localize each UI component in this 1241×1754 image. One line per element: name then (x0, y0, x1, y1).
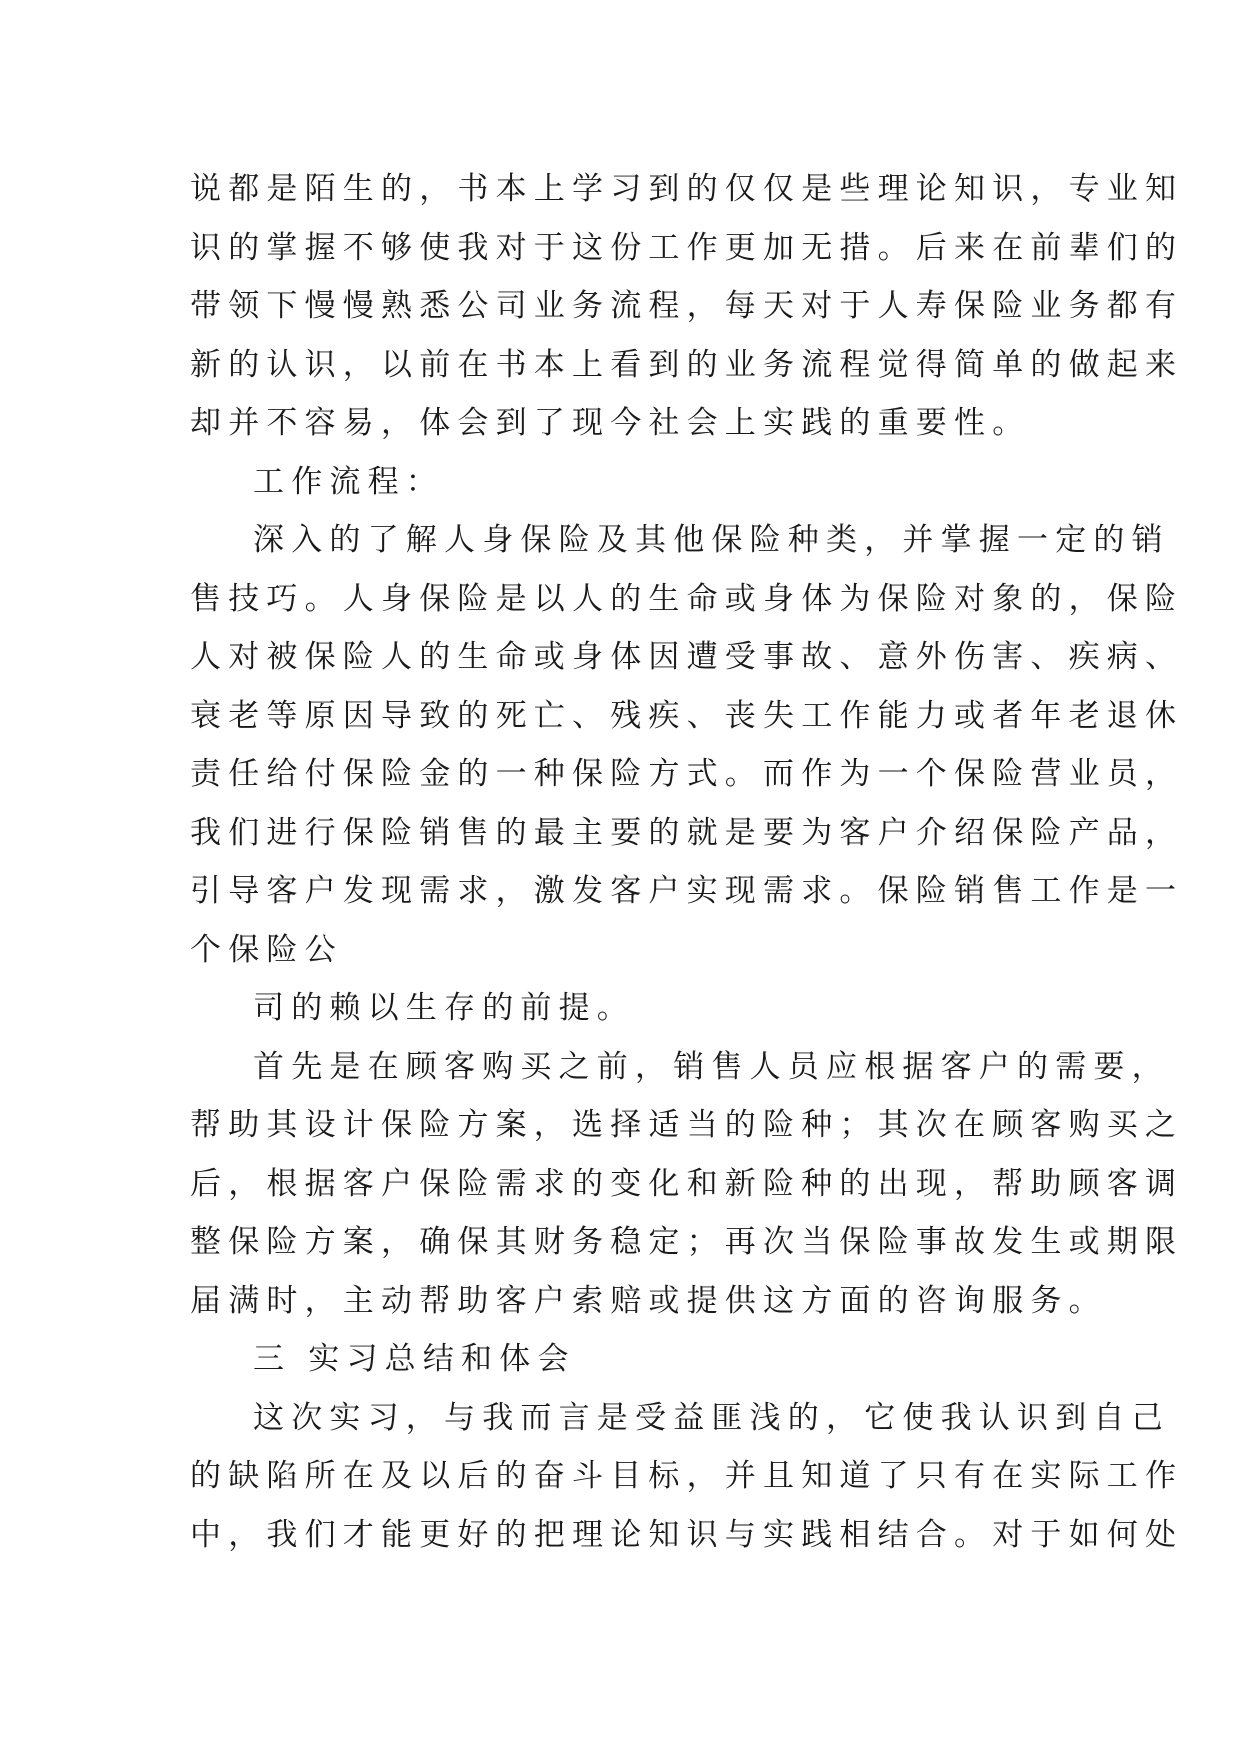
section-heading: 工作流程： (253, 463, 444, 500)
text-line: 新的认识，以前在书本上看到的业务流程觉得简单的做起来 (190, 346, 1184, 383)
text-line: 这次实习，与我而言是受益匪浅的，它使我认识到自己 (253, 1399, 1170, 1436)
text-line: 后，根据客户保险需求的变化和新险种的出现，帮助顾客调 (190, 1165, 1184, 1202)
text-line: 识的掌握不够使我对于这份工作更加无措。后来在前辈们的 (190, 229, 1184, 266)
text-line: 带领下慢慢熟悉公司业务流程，每天对于人寿保险业务都有 (190, 288, 1184, 324)
text-line: 深入的了解人身保险及其他保险种类，并掌握一定的销 (253, 522, 1170, 558)
text-line: 引导客户发现需求，激发客户实现需求。保险销售工作是一 (190, 873, 1184, 909)
text-line: 责任给付保险金的一种保险方式。而作为一个保险营业员， (190, 756, 1184, 792)
document-body (190, 160, 1184, 1564)
section-heading: 三 实习总结和体会 (253, 1341, 576, 1377)
text-line: 司的赖以生存的前提。 (253, 990, 635, 1026)
text-line: 衰老等原因导致的死亡、残疾、丧失工作能力或者年老退休 (190, 697, 1184, 734)
text-line: 个保险公 (190, 931, 343, 968)
text-line: 我们进行保险销售的最主要的就是要为客户介绍保险产品， (190, 814, 1184, 851)
text-line: 却并不容易，体会到了现今社会上实践的重要性。 (190, 405, 1031, 441)
text-line: 中，我们才能更好的把理论知识与实践相结合。对于如何处 (190, 1516, 1184, 1553)
text-line: 首先是在顾客购买之前，销售人员应根据客户的需要， (253, 1048, 1170, 1085)
text-line: 届满时，主动帮助客户索赔或提供这方面的咨询服务。 (190, 1282, 1107, 1319)
text-line: 整保险方案，确保其财务稳定；再次当保险事故发生或期限 (190, 1224, 1184, 1260)
text-line: 人对被保险人的生命或身体因遭受事故、意外伤害、疾病、 (190, 639, 1184, 675)
text-line: 帮助其设计保险方案，选择适当的险种；其次在顾客购买之 (190, 1107, 1184, 1143)
text-line: 的缺陷所在及以后的奋斗目标，并且知道了只有在实际工作 (190, 1458, 1184, 1494)
text-line: 售技巧。人身保险是以人的生命或身体为保险对象的，保险 (190, 580, 1184, 617)
text-line: 说都是陌生的，书本上学习到的仅仅是些理论知识，专业知 (190, 171, 1184, 207)
